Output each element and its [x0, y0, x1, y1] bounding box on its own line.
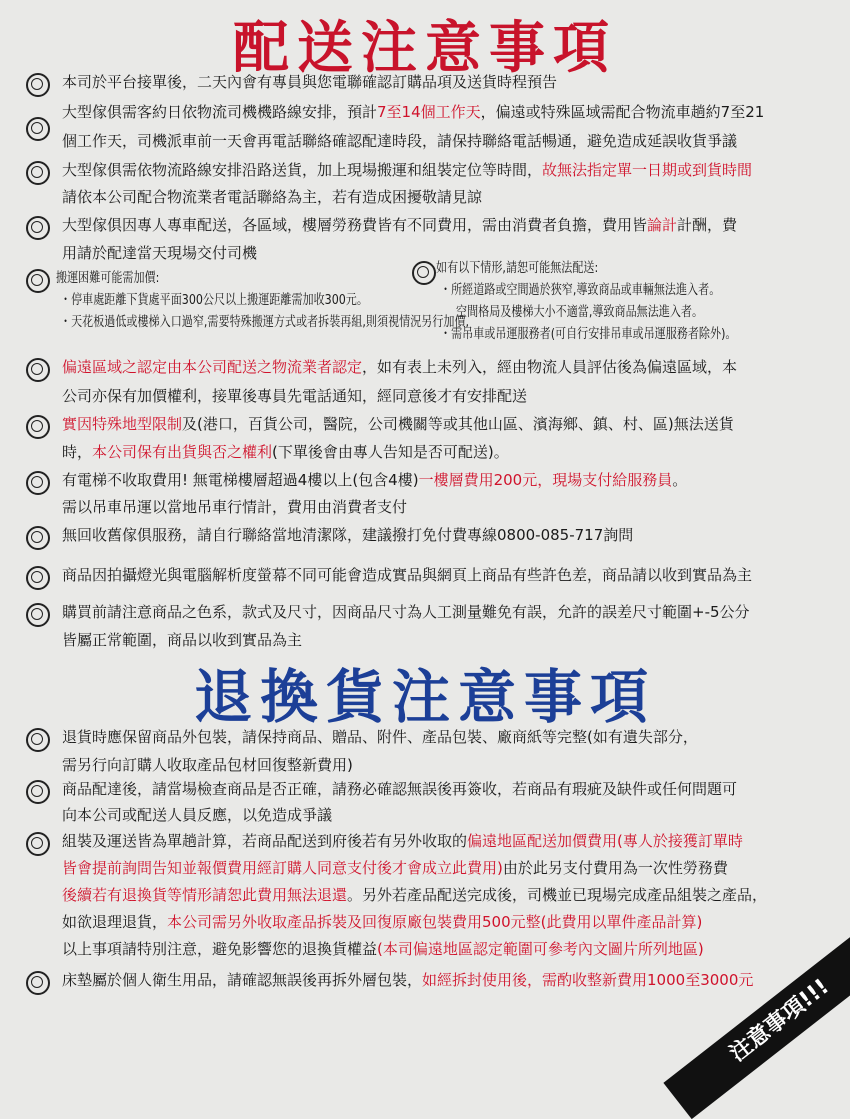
double-circle-bullet-icon	[26, 603, 50, 627]
note-line	[62, 497, 407, 517]
text: 。另外若產品配送完成後，司機並已現場完成產品組裝之產品，	[347, 886, 768, 904]
return-notes-title: 退換貨注意事項	[193, 663, 656, 731]
text: ，如有表上未列入，經由物流人員評估後為偏遠區域，本	[362, 358, 738, 376]
note-line	[62, 755, 353, 775]
text: 由於此另支付費用為一次性勞務費	[502, 859, 728, 877]
highlighted-text: 偏遠區域之認定由本公司配送之物流業者認定	[62, 358, 363, 376]
note-line	[62, 939, 704, 959]
note-line	[62, 357, 737, 377]
note-line	[62, 525, 633, 545]
text: ・所經道路或空間過於狹窄,導致商品或車輛無法進入者。	[440, 282, 721, 298]
text: 如有以下情形,請恕可能無法配送:	[436, 260, 599, 276]
text: 商品因拍攝燈光與電腦解析度螢幕不同可能會造成實品與網頁上商品有些許色差，商品請以收到實品為主	[62, 566, 753, 584]
highlighted-text: 故無法指定單一日期或到貨時間	[542, 161, 753, 179]
double-circle-bullet-icon	[26, 526, 50, 550]
double-circle-bullet-icon	[26, 415, 50, 439]
text: 及(港口，百貨公司，醫院，公司機關等或其他山區、濱海鄉、鎮、村、區)無法送貨	[182, 415, 734, 433]
text: 公司亦保有加價權利，接單後專員先電話通知，經同意後才有安排配送	[62, 387, 528, 405]
note-line	[62, 131, 737, 151]
note-line	[62, 160, 752, 180]
note-line	[436, 258, 598, 278]
note-line	[456, 302, 703, 322]
note-line	[60, 290, 368, 310]
text: 無回收舊傢俱服務，請自行聯絡當地清潔隊，建議撥打免付費專線0800-085-717詢問	[62, 526, 634, 544]
highlighted-text: 論計	[647, 216, 678, 234]
text: ・需吊車或吊運服務者(可自行安排吊車或吊運服務者除外)。	[440, 326, 737, 342]
text: 向本公司或配送人員反應，以免造成爭議	[62, 806, 333, 824]
text: 大型傢俱因專人專車配送，各區域，樓層勞務費皆有不同費用，需由消費者負擔，費用皆	[62, 216, 648, 234]
note-line	[60, 312, 469, 332]
highlighted-text: (本司偏遠地區認定範圍可參考內文圖片所列地區)	[377, 940, 704, 958]
double-circle-bullet-icon	[26, 117, 50, 141]
double-circle-bullet-icon	[26, 971, 50, 995]
text: 搬運困難可能需加價:	[56, 270, 160, 286]
text: 。	[672, 471, 688, 489]
text: 以上事項請特別注意，避免影響您的退換貨權益	[62, 940, 378, 958]
double-circle-bullet-icon	[26, 728, 50, 752]
note-line	[62, 470, 687, 490]
highlighted-text: 如經拆封使用後，需酌收整新費用1000至3000元	[422, 971, 754, 989]
text: 購買前請注意商品之色系，款式及尺寸，因商品尺寸為人工測量難免有誤，允許的誤差尺寸範圍+-5公分	[62, 603, 750, 621]
note-line	[62, 970, 753, 990]
highlighted-text: 實因特殊地型限制	[62, 415, 183, 433]
highlighted-text: 皆會提前詢問告知並報價費用經訂購人同意支付後才會成立此費用)	[62, 859, 503, 877]
double-circle-bullet-icon	[26, 566, 50, 590]
note-line	[62, 72, 557, 92]
highlighted-text: 7至14個工作天	[377, 103, 481, 121]
double-circle-bullet-icon	[26, 269, 50, 293]
text: 退貨時應保留商品外包裝，請保持商品、贈品、附件、產品包裝、廠商紙等完整(如有遺失部分，	[62, 728, 698, 746]
note-line	[62, 565, 752, 585]
double-circle-bullet-icon	[26, 73, 50, 97]
note-line	[62, 630, 302, 650]
corner-ribbon: 注意事項!!!	[663, 923, 850, 1119]
highlighted-text: 本公司保有出貨與否之權利	[92, 443, 273, 461]
note-line	[62, 187, 482, 207]
text: ・停車處距離下貨處平面300公尺以上搬運距離需加收300元。	[60, 292, 368, 308]
note-line	[62, 831, 743, 851]
text: 皆屬正常範圍，商品以收到實品為主	[62, 631, 303, 649]
double-circle-bullet-icon	[26, 471, 50, 495]
note-line	[62, 727, 698, 747]
text: 大型傢俱需客約日依物流司機機路線安排，預計	[62, 103, 378, 121]
text: 需以吊車吊運以當地吊車行情計，費用由消費者支付	[62, 498, 408, 516]
text: (下單後會由專人告知是否可配送)。	[272, 443, 509, 461]
note-line	[62, 912, 702, 932]
double-circle-bullet-icon	[412, 261, 436, 285]
double-circle-bullet-icon	[26, 216, 50, 240]
note-line	[62, 805, 332, 825]
note-line	[440, 280, 720, 300]
text: 有電梯不收取費用! 無電梯樓層超過4樓以上(包含4樓)	[62, 471, 419, 489]
text: 空間格局及樓梯大小不適當,導致商品無法進入者。	[456, 304, 704, 320]
highlighted-text: 後續若有退換貨等情形請恕此費用無法退還	[62, 886, 348, 904]
text: 時，	[62, 443, 93, 461]
double-circle-bullet-icon	[26, 161, 50, 185]
double-circle-bullet-icon	[26, 832, 50, 856]
double-circle-bullet-icon	[26, 358, 50, 382]
text: 組裝及運送皆為單趟計算，若商品配送到府後若有另外收取的	[62, 832, 468, 850]
text: 個工作天，司機派車前一天會再電話聯絡確認配達時段，請保持聯絡電話暢通，避免造成延誤收貨爭議	[62, 132, 738, 150]
text: 大型傢俱需依物流路線安排沿路送貨，加上現場搬運和組裝定位等時間，	[62, 161, 543, 179]
text: ，偏遠或特殊區域需配合物流車趟約7至21	[480, 103, 765, 121]
highlighted-text: 一樓層費用200元，現場支付給服務員	[418, 471, 673, 489]
text: 床墊屬於個人衛生用品，請確認無誤後再拆外層包裝，	[62, 971, 423, 989]
note-line	[62, 885, 767, 905]
double-circle-bullet-icon	[26, 780, 50, 804]
note-line	[56, 268, 159, 288]
text: 本司於平台接單後，二天內會有專員與您電聯確認訂購品項及送貨時程預告	[62, 73, 558, 91]
text: 請依本公司配合物流業者電話聯絡為主，若有造成困擾敬請見諒	[62, 188, 483, 206]
note-line	[62, 602, 750, 622]
text: 需另行向訂購人收取產品包材回復整新費用)	[62, 756, 353, 774]
note-line	[62, 779, 737, 799]
text: 商品配達後，請當場檢查商品是否正確，請務必確認無誤後再簽收，若商品有瑕疵及缺件或任何問題可	[62, 780, 738, 798]
note-line	[62, 858, 728, 878]
delivery-notes-title: 配送注意事項	[233, 16, 617, 81]
note-line	[62, 386, 527, 406]
note-line	[62, 243, 257, 263]
note-line	[440, 324, 736, 344]
text: 計酬，費	[677, 216, 738, 234]
note-line	[62, 442, 509, 462]
note-line	[62, 215, 737, 235]
highlighted-text: 本公司需另外收取產品拆裝及回復原廠包裝費用500元整(此費用以單件產品計算)	[167, 913, 703, 931]
note-line	[62, 102, 764, 122]
text: 用請於配達當天現場交付司機	[62, 244, 258, 262]
text: ・天花板過低或樓梯入口過窄,需要特殊搬運方式或者拆裝再組,則須視情況另行加價,	[60, 314, 470, 330]
text: 如欲退理退貨，	[62, 913, 168, 931]
highlighted-text: 偏遠地區配送加價費用(專人於接獲訂單時	[467, 832, 743, 850]
note-line	[62, 414, 734, 434]
